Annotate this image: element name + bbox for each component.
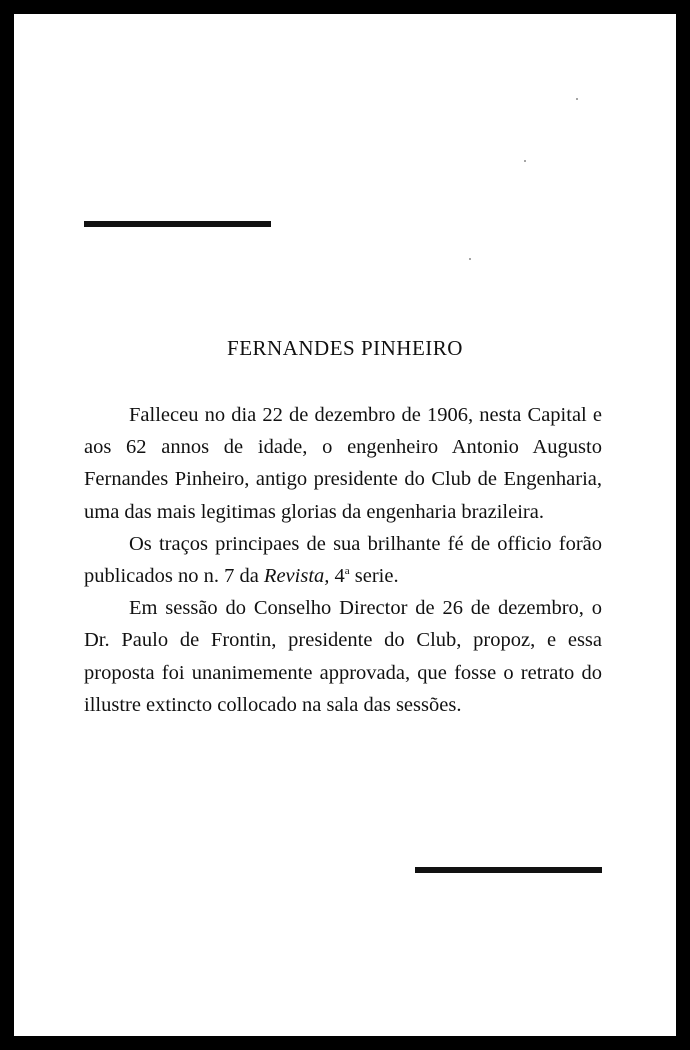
paper-speck bbox=[524, 160, 526, 162]
paragraph-3: Em sessão do Conselho Director de 26 de dezembro, o Dr. Paulo de Frontin, presidente do Club, propoz, e essa proposta foi unanimemente approvada, que fosse o retrato do illustre extincto collocado na sala das sessões. bbox=[84, 597, 602, 716]
page-title: FERNANDES PINHEIRO bbox=[227, 336, 463, 360]
paragraph-2-after: serie. bbox=[349, 565, 399, 588]
page bbox=[14, 14, 676, 1036]
top-rule bbox=[84, 221, 271, 227]
paragraph-2-before: Os traços principaes de sua brilhante fé de officio forão publicados no n. 7 da bbox=[84, 532, 602, 588]
body-text bbox=[84, 399, 602, 721]
series-superscript: a bbox=[344, 565, 350, 578]
paper-speck bbox=[469, 258, 471, 260]
paper-speck bbox=[576, 98, 578, 100]
journal-name: Revista, bbox=[263, 565, 330, 588]
paragraph-2 bbox=[84, 528, 602, 592]
series-number: 4 bbox=[329, 565, 345, 588]
paragraph-1: Falleceu no dia 22 de dezembro de 1906, nesta Capital e aos 62 annos de idade, o engenheiro Antonio Augusto Fernandes Pinheiro, antigo presidente do Club de Engenharia, uma das mais legitimas glorias da engenharia brazileira. bbox=[84, 404, 602, 523]
bottom-rule bbox=[415, 867, 602, 873]
